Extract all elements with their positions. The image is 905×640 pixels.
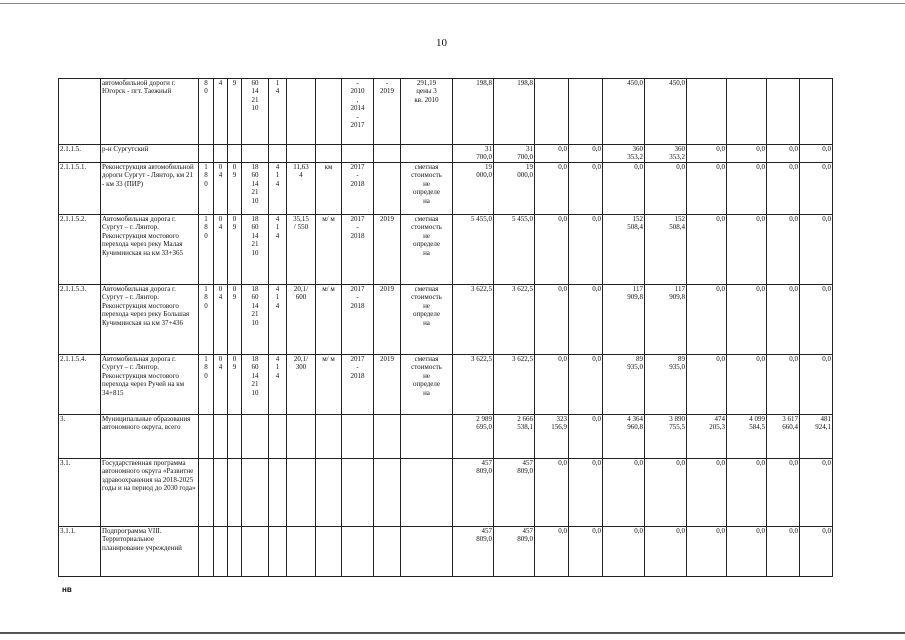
cell-amount: 3 622,5 [494,285,535,355]
cell-amount: 0,0 [569,215,603,285]
cell-end-year: 2019 [374,355,401,415]
page-number: 10 [436,37,447,49]
cell-amount: 0,0 [800,355,833,415]
cell-amount: 0,0 [727,527,767,577]
cell-unit [316,527,342,577]
cell-amount: 152 508,4 [603,215,645,285]
cell-amount: 89 935,0 [645,355,687,415]
cell-end-year: - 2019 [374,79,401,145]
cell-end-year: 2019 [374,285,401,355]
cell-amount: 0,0 [569,163,603,215]
cell-capacity [287,415,316,459]
cell-row-name: Автомобильная дорога г. Сургут – г. Лянтор. Реконструкция мостового перехода через Ручей на км 34+815 [101,355,199,415]
cell-code-2 [214,527,228,577]
cell-row-name: Автомобильная дорога г. Сургут – г. Лянтор. Реконструкция мостового перехода через реку Большая Кучиминская на км 37+436 [101,285,199,355]
cell-amount: 0,0 [687,163,727,215]
cell-amount: 0,0 [767,459,800,527]
cell-start-year: 2017 - 2018 [342,355,374,415]
cell-amount: 0,0 [569,285,603,355]
cell-row-id: 3.1. [59,459,101,527]
cell-amount: 0,0 [569,415,603,459]
cell-end-year [374,459,401,527]
cell-row-id: 2.1.1.5. [59,145,101,163]
cell-code-3 [228,415,242,459]
cell-end-year: 2019 [374,215,401,285]
cell-code-5: 4 1 4 [269,163,287,215]
cell-capacity [287,527,316,577]
cell-row-id: 2.1.1.5.4. [59,355,101,415]
cell-row-name: р-н Сургутский [101,145,199,163]
cell-amount: 0,0 [535,145,569,163]
cell-amount: 0,0 [645,527,687,577]
cell-amount: 0,0 [569,355,603,415]
cell-row-id: 3. [59,415,101,459]
cell-amount: 0,0 [727,459,767,527]
table-row [59,415,833,459]
table-row [59,285,833,355]
cell-amount: 0,0 [603,527,645,577]
cell-end-year [374,527,401,577]
cell-code-4: 18 60 14 21 10 [242,215,269,285]
cell-amount: 0,0 [569,527,603,577]
cell-amount: 481 924,1 [800,415,833,459]
table-row [59,145,833,163]
cell-amount: 0,0 [603,459,645,527]
cell-row-id [59,79,101,145]
cell-amount: 0,0 [535,355,569,415]
cell-start-year: 2017 - 2018 [342,285,374,355]
cell-capacity: 20,1/ 600 [287,285,316,355]
bottom-border-line [0,632,905,634]
cell-capacity [287,145,316,163]
cell-amount: 360 353,2 [645,145,687,163]
cell-row-name: Подпрограмма VIII. Территориальное планирование учреждений [101,527,199,577]
cell-start-year: 2017 - 2018 [342,215,374,285]
cell-amount: 0,0 [727,163,767,215]
cell-estimated-cost [401,459,453,527]
cell-row-id: 2.1.1.5.3. [59,285,101,355]
cell-amount: 0,0 [687,215,727,285]
cell-capacity: 20,1/ 300 [287,355,316,415]
cell-code-3 [228,527,242,577]
cell-amount: 457 809,0 [494,459,535,527]
cell-amount: 457 809,0 [453,527,494,577]
cell-row-name: Муниципальные образования автономного округа, всего [101,415,199,459]
cell-code-5 [269,527,287,577]
cell-code-3: 0 9 [228,355,242,415]
cell-amount: 0,0 [800,527,833,577]
cell-amount: 0,0 [687,527,727,577]
top-border-line [0,3,905,4]
cell-amount: 0,0 [767,163,800,215]
cell-start-year [342,145,374,163]
cell-code-3 [228,459,242,527]
cell-amount [800,79,833,145]
cell-unit: м/ м [316,355,342,415]
cell-code-5: 4 1 4 [269,285,287,355]
cell-amount: 117 909,8 [603,285,645,355]
cell-code-5: 4 1 4 [269,355,287,415]
cell-amount: 198,8 [453,79,494,145]
cell-capacity [287,459,316,527]
cell-amount: 5 455,0 [494,215,535,285]
cell-amount: 0,0 [800,145,833,163]
cell-amount [569,79,603,145]
footer-mark: нв [62,585,72,594]
cell-estimated-cost [401,527,453,577]
cell-unit [316,79,342,145]
cell-amount: 0,0 [767,355,800,415]
cell-code-2: 0 4 [214,215,228,285]
cell-code-3: 0 9 [228,285,242,355]
cell-code-1 [199,459,214,527]
cell-amount: 19 000,0 [494,163,535,215]
cell-code-5 [269,145,287,163]
cell-code-2 [214,459,228,527]
cell-estimated-cost [401,145,453,163]
cell-amount: 0,0 [800,285,833,355]
cell-end-year [374,163,401,215]
cell-row-id: 3.1.1. [59,527,101,577]
cell-amount: 2 989 695,0 [453,415,494,459]
cell-code-4 [242,415,269,459]
cell-amount: 457 809,0 [494,527,535,577]
cell-code-4: 18 60 14 21 10 [242,355,269,415]
cell-amount: 3 622,5 [494,355,535,415]
cell-amount: 0,0 [767,285,800,355]
cell-amount: 0,0 [535,459,569,527]
cell-amount: 5 455,0 [453,215,494,285]
cell-amount: 117 909,8 [645,285,687,355]
cell-amount: 0,0 [569,145,603,163]
cell-amount [535,79,569,145]
cell-capacity: 11,63 4 [287,163,316,215]
cell-amount: 3 617 660,4 [767,415,800,459]
cell-amount: 89 935,0 [603,355,645,415]
table-row [59,527,833,577]
cell-amount: 0,0 [535,527,569,577]
table-row [59,79,833,145]
cell-amount: 0,0 [535,215,569,285]
cell-capacity: 35,15 / 550 [287,215,316,285]
cell-amount: 31 700,0 [453,145,494,163]
cell-code-4: 60 14 21 10 [242,79,269,145]
cell-unit: м/ м [316,215,342,285]
cell-amount: 457 809,0 [453,459,494,527]
cell-code-2 [214,145,228,163]
cell-code-4 [242,527,269,577]
cell-code-1 [199,415,214,459]
cell-end-year [374,145,401,163]
cell-amount: 0,0 [727,285,767,355]
cell-amount: 3 622,5 [453,285,494,355]
cell-code-1: 1 8 0 [199,215,214,285]
cell-amount [767,79,800,145]
cell-code-1: 1 8 0 [199,355,214,415]
cell-start-year: - 2010 , 2014 - 2017 [342,79,374,145]
table-row [59,215,833,285]
cell-amount: 323 156,9 [535,415,569,459]
cell-unit: м/ м [316,285,342,355]
cell-amount: 2 666 538,1 [494,415,535,459]
cell-amount: 4 099 584,5 [727,415,767,459]
cell-amount: 0,0 [645,163,687,215]
cell-code-2: 4 [214,79,228,145]
cell-estimated-cost [401,415,453,459]
cell-row-name: Реконструкция автомобильной дороги Сургут - Лянтор, км 21 - км 33 (ПИР) [101,163,199,215]
cell-amount: 31 700,0 [494,145,535,163]
cell-amount: 0,0 [603,163,645,215]
cell-amount: 0,0 [645,459,687,527]
cell-row-name: Государственная программа автономного округа «Развитие здравоохранения на 2018-2025 годы и на период до 2030 года» [101,459,199,527]
cell-amount: 3 622,5 [453,355,494,415]
cell-code-3 [228,145,242,163]
cell-unit: км [316,163,342,215]
cell-amount: 152 508,4 [645,215,687,285]
budget-table [58,78,833,577]
table-row [59,355,833,415]
cell-estimated-cost: 291,19 цены 3 кв. 2010 [401,79,453,145]
cell-estimated-cost: сметная стоимость не определе на [401,163,453,215]
cell-code-2 [214,415,228,459]
cell-start-year [342,459,374,527]
cell-code-3: 9 [228,79,242,145]
cell-row-name: автомобильной дороги г. Югорск - пгт. Таежный [101,79,199,145]
cell-amount: 0,0 [687,459,727,527]
cell-amount: 0,0 [687,285,727,355]
cell-code-4 [242,145,269,163]
cell-row-id: 2.1.1.5.1. [59,163,101,215]
cell-code-1: 8 0 [199,79,214,145]
cell-amount: 0,0 [535,163,569,215]
cell-amount: 0,0 [767,145,800,163]
cell-code-2: 0 4 [214,285,228,355]
cell-amount: 3 890 755,5 [645,415,687,459]
cell-estimated-cost: сметная стоимость не определе на [401,215,453,285]
cell-code-2: 0 4 [214,163,228,215]
cell-amount: 450,0 [645,79,687,145]
cell-amount: 0,0 [767,215,800,285]
cell-code-4 [242,459,269,527]
cell-code-3: 0 9 [228,163,242,215]
table-row [59,459,833,527]
cell-amount [687,79,727,145]
cell-code-4: 18 60 14 21 10 [242,163,269,215]
cell-code-1 [199,527,214,577]
table-row [59,163,833,215]
cell-amount: 0,0 [687,355,727,415]
cell-amount: 0,0 [687,145,727,163]
cell-amount: 474 205,3 [687,415,727,459]
cell-amount: 0,0 [727,215,767,285]
cell-code-5 [269,459,287,527]
cell-row-id: 2.1.1.5.2. [59,215,101,285]
cell-code-5: 1 4 [269,79,287,145]
cell-code-4: 18 60 14 21 10 [242,285,269,355]
cell-amount: 4 364 960,8 [603,415,645,459]
cell-unit [316,415,342,459]
cell-code-1 [199,145,214,163]
cell-amount [727,79,767,145]
cell-unit [316,459,342,527]
cell-amount: 0,0 [535,285,569,355]
cell-row-name: Автомобильная дорога г. Сургут – г. Лянтор. Реконструкция мостового перехода через реку Малая Кучиминская на км 33+365 [101,215,199,285]
cell-amount: 0,0 [800,215,833,285]
cell-amount: 0,0 [569,459,603,527]
cell-estimated-cost: сметная стоимость не определе на [401,355,453,415]
cell-code-2: 0 4 [214,355,228,415]
cell-amount: 198,8 [494,79,535,145]
cell-amount: 0,0 [800,163,833,215]
cell-capacity [287,79,316,145]
cell-estimated-cost: сметная стоимость не определе на [401,285,453,355]
cell-code-1: 1 8 0 [199,163,214,215]
cell-amount: 19 000,0 [453,163,494,215]
cell-unit [316,145,342,163]
cell-start-year [342,415,374,459]
cell-code-5: 4 1 4 [269,215,287,285]
cell-amount: 0,0 [727,145,767,163]
cell-end-year [374,415,401,459]
cell-code-1: 1 8 0 [199,285,214,355]
cell-code-3: 0 9 [228,215,242,285]
cell-amount: 0,0 [800,459,833,527]
cell-code-5 [269,415,287,459]
cell-start-year [342,527,374,577]
cell-amount: 0,0 [727,355,767,415]
cell-start-year: 2017 - 2018 [342,163,374,215]
cell-amount: 0,0 [767,527,800,577]
cell-amount: 360 353,2 [603,145,645,163]
cell-amount: 450,0 [603,79,645,145]
